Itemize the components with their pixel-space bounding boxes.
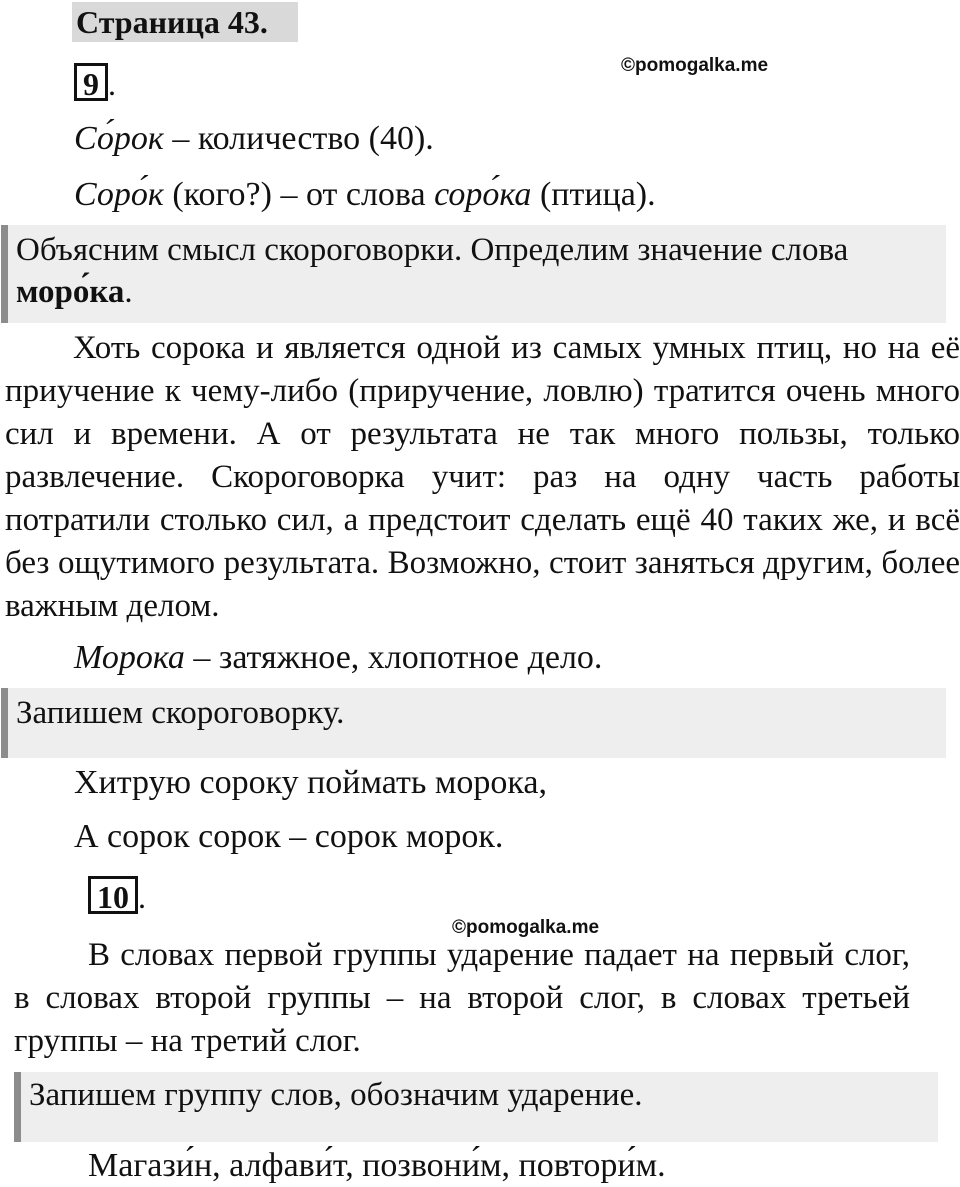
term-sorok-1: Со́рок [74,120,164,157]
note-explain-bold: моро́ка [16,274,125,310]
task-10-label: 10 . [88,876,146,917]
task-10-paragraph: В словах первой группы ударение падает на первый слог, в словах второй группы – на второй слог, в словах третьей группы – на третий слог. [14,937,910,1059]
line-2-text: (кого?) – от слова [163,176,435,213]
line-2-end: (птица). [531,176,656,213]
verse-line-1: Хитрую сороку поймать морока, [74,764,547,801]
note-write [1,688,946,758]
page-title: Страница 43. [72,2,298,42]
watermark-top: ©pomogalka.me [621,55,769,76]
note-explain-end: . [124,274,133,310]
note-explain-text: Объясним смысл скороговорки. Определим значение слова [16,232,849,268]
task-9-paragraph: Хоть сорока и является одной из самых умных птиц, но на её приучение к чему-либо (приручение, ловлю) тратится очень много сил и времени. А от результата не так много пользы, только развлечение. Скороговорка учит: раз на одну часть работы потратили столько сил, а предстоит сделать ещё 40 таких же, и всё без ощутимого результата. Возможно, стоит заняться другим, более важным делом. [5,330,960,624]
note-write-text: Запишем скороговорку. [16,695,345,731]
task-9-line-2 [74,174,656,216]
term-soroka: соро́ка [434,176,532,213]
task-10-number-box: 10 [88,876,138,914]
term-moroka: Морока [74,639,185,676]
watermark-middle: ©pomogalka.me [452,917,600,938]
task-10-answer: Магази́н, алфави́т, позвони́м, повтори́м. [88,1147,666,1184]
note-stress [14,1072,938,1142]
task-9-label: 9 . [74,63,116,104]
line-1-text: – количество (40). [163,120,434,157]
task-9-definition [74,637,602,679]
note-stress-text: Запишем группу слов, обозначим ударение. [29,1077,643,1113]
term-sorok-2: Соро́к [74,176,164,213]
verse-line-2: А сорок сорок – сорок морок. [74,818,504,855]
note-explain [1,225,946,323]
definition-text: – затяжное, хлопотное дело. [184,639,603,676]
task-9-line-1 [74,118,434,160]
task-9-number-box: 9 [74,63,108,101]
